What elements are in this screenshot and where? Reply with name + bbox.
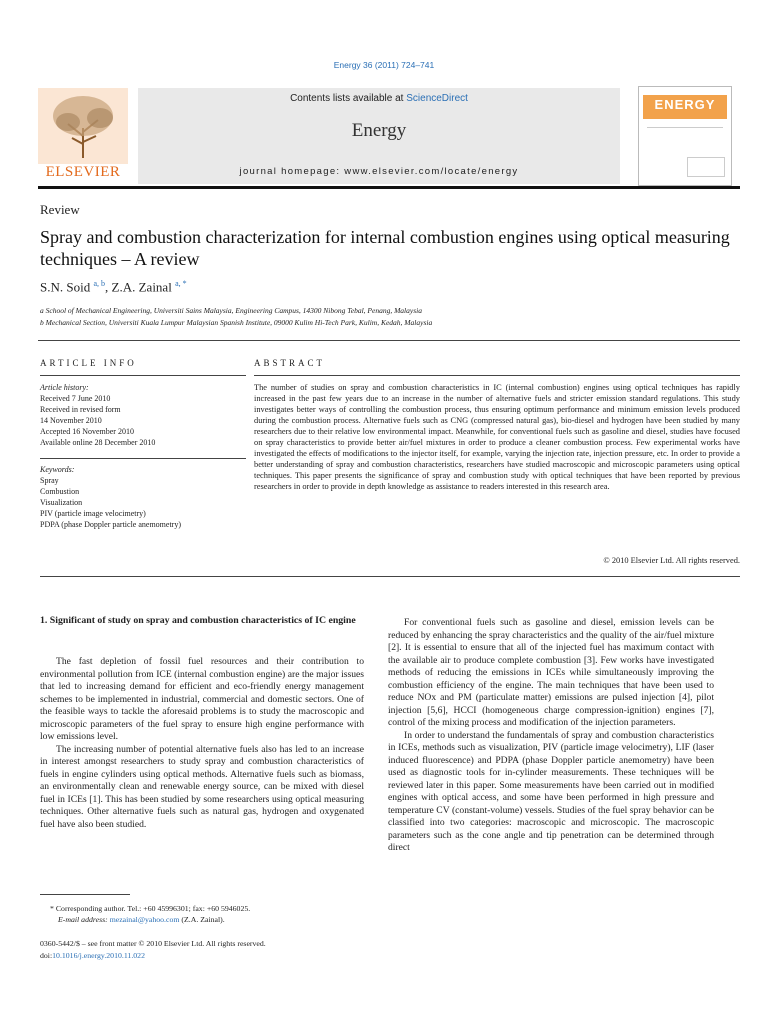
keywords-rule [40,458,246,459]
doi-line [40,950,145,961]
section-1-heading: 1. Significant of study on spray and combustion characteristics of IC engine [40,615,356,626]
journal-citation[interactable]: Energy 36 (2011) 724–741 [333,60,435,70]
article-info-rule [40,375,246,376]
article-title: Spray and combustion characterization for internal combustion engines using optical measuring techniques – A review [40,227,730,269]
affiliation: a School of Mechanical Engineering, Universiti Sains Malaysia, Engineering Campus, 14300 Nibong Tebal, Penang, Malaysia [40,306,422,315]
history-item: Received in revised form [40,405,121,414]
right-column [388,617,714,855]
contents-prefix: Contents lists available at [290,93,407,104]
history-item: Available online 28 December 2010 [40,438,156,447]
journal-cover-thumbnail [638,86,732,186]
email-link[interactable]: mezainal@yahoo.com [109,915,180,924]
meta-rule [38,340,740,341]
sciencedirect-link[interactable]: ScienceDirect [406,93,468,104]
author-list [40,279,187,295]
keyword[interactable]: Combustion [40,487,80,496]
keyword[interactable]: Visualization [40,498,83,507]
footnote-rule [40,894,130,895]
abstract-heading: ABSTRACT [254,358,326,368]
contents-line [138,93,620,104]
body-paragraph: For conventional fuels such as gasoline and diesel, emission levels can be reduced by enhancing the spray characteristics and the quality of the air/fuel mixture [2]. It is essential to ensure that all of the injected fuel has maximum contact with the available air to produce complete combustion [3]. Few works have investigated methods of reducing the emissions in ICEs while simultaneously improving the combustion efficiency of the engine. The main techniques that have been used to reduce NOx and PM (particulate matter) emissions are pulsed injection [4], pilot injection [5,6], HCCI (homogeneous charge compression-ignition) engines [7], control of the mixing process and modification of the injection parameters. [388,617,714,728]
keyword[interactable]: Spray [40,476,59,485]
body-paragraph: The fast depletion of fossil fuel resources and their contribution to environmental pollution from ICE (internal combustion engine) are the major issues that led to increasing demand for efficient and eco-friendly energy management schemes to be implemented in industrial, commercial and domestic sectors. One of the feasible ways to tackle the aforesaid problems is to study the macroscopic and microscopic parameters of the fuel spray to ensure high engine performance with low emissions level. [40,656,364,742]
abstract-rule [254,375,740,376]
keyword[interactable]: PIV (particle image velocimetry) [40,509,146,518]
email-note [40,914,225,925]
keywords-label: Keywords: [40,465,75,474]
doi-label: doi: [40,951,53,960]
corresponding-author-note: * Corresponding author. Tel.: +60 45996301; fax: +60 5946025. [50,904,251,913]
history-item: Accepted 16 November 2010 [40,427,134,436]
abstract-text: The number of studies on spray and combustion characteristics in IC (internal combustion) engines using optical techniques has rapidly increased in the past few years due to an increase in the number of alternative fuels and stricter emission standard regulations. This study investigates better ways of controlling the combustion process, thus ensuring optimum performance and minimum emission levels produced during the combustion process. Alternative fuels such as CNG (compressed natural gas), bio-diesel and hydrogen have been studied by many researchers due to their relative low environmental impact. Meanwhile, for conventional fuels such as gasoline and diesel, studies have focused on spray characteristics to provide better air/fuel mixtures in order to produce a cleaner combustion process. Few experimental works have investigated the effects of modifications to the injector itself, for example, varying the injection rate, injection pressure, etc. In order to provide a better understanding of spray and combustion characteristics, researchers have studied macroscopic and microscopic parameters using optical techniques. This paper presents the significance of spray and combustion study with optical techniques that have been reported by previous researchers in order to provide in depth knowledge as assistance to readers interested in this research area. [254,383,740,491]
abstract-copyright: © 2010 Elsevier Ltd. All rights reserved. [603,556,740,565]
email-label: E-mail address: [58,915,110,924]
section-type: Review [40,202,80,217]
doi-link[interactable]: 10.1016/j.energy.2010.11.022 [52,951,145,960]
author-affiliation-mark[interactable]: a, * [175,279,187,288]
journal-homepage[interactable]: journal homepage: www.elsevier.com/locate/energy [239,166,519,177]
body-paragraph: In order to understand the fundamentals of spray and combustion characteristics in ICEs, methods such as visualization, PIV (particle image velocimetry), LIF (laser induced fluorescence) and PDPA (phase Doppler particle anemometry) have been used as diagnostic tools for in-cylinder measurements. These techniques will be reviewed later in this paper. Some measurements have been carried out in modified engines with optical access, and some have been performed in high pressure and temperature CV (constant-volume) vessels. Studies of the fuel spray behavior can be classified into two categories: macroscopic and microscopic. The macroscopic parameters such as the cone angle and tip penetration can be determined through direct [388,729,714,853]
email-suffix: (Z.A. Zainal). [179,915,225,924]
author-separator: , [105,279,112,295]
body-paragraph: The increasing number of potential alternative fuels also has led to an increase in interest amongst researchers to study spray and combustion characteristics of fuels in engine cylinders using optical methods. Alternative fuels such as biomass, an environmentally clean and renewable energy source, can be mixed with diesel fuel in ICEs [1]. This has been studied by some researchers using optical measuring techniques. Other alternative fuels such as natural gas, hydrogen and oxygenated fuel have also been studied. [40,743,364,830]
article-info-heading: ARTICLE INFO [40,358,137,368]
left-column [40,656,364,831]
elsevier-wordmark: ELSEVIER [45,164,121,180]
affiliation: b Mechanical Section, Universiti Kuala Lumpur Malaysian Spanish Institute, 09000 Kulim Hi-Tech Park, Kulim, Kedah, Malaysia [40,318,433,327]
history-item: 14 November 2010 [40,416,102,425]
keyword[interactable]: PDPA (phase Doppler particle anemometry) [40,520,182,529]
issn-line: 0360-5442/$ – see front matter © 2010 Elsevier Ltd. All rights reserved. [40,939,266,948]
journal-name: Energy [351,120,407,141]
author-name[interactable]: Z.A. Zainal [111,279,172,295]
article-history [40,382,246,448]
history-label: Article history: [40,383,89,392]
cover-title: ENERGY [654,97,716,112]
abstract-bottom-rule [40,576,740,577]
author-affiliation-mark[interactable]: a, b [93,279,106,288]
author-name[interactable]: S.N. Soid [40,279,91,295]
history-item: Received 7 June 2010 [40,394,111,403]
header-rule [38,186,740,189]
keywords [40,464,246,530]
